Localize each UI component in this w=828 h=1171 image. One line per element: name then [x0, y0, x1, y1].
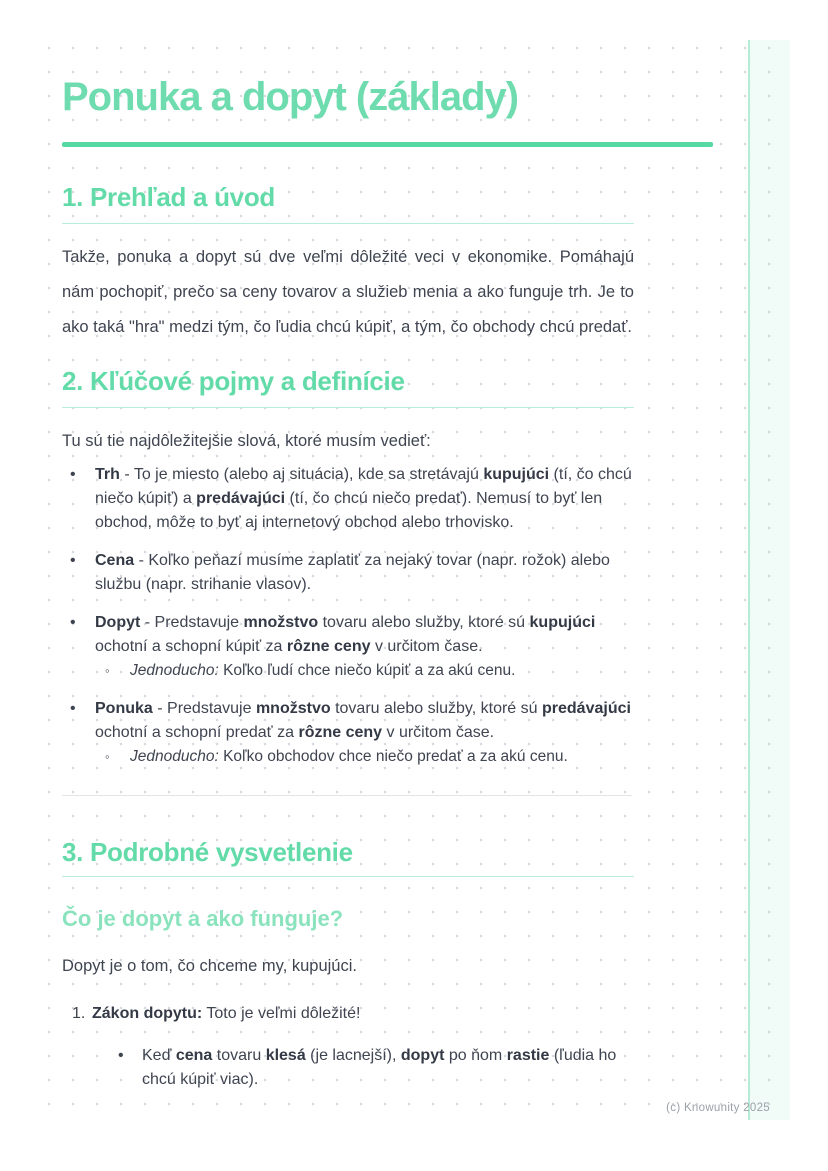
section1-paragraph: Takže, ponuka a dopyt sú dve veľmi dôležité veci v ekonomike. Pomáhajú nám pochopiť, prečo sa ceny tovarov a služieb menia a ako funguje trh. Je to ako taká "hra" medzi tým, čo ľudia chcú kúpiť, a tým, čo obchody chcú predať.	[62, 248, 634, 336]
list-item-ponuka	[62, 697, 634, 745]
list-item-text: Trh - To je miesto (alebo aj situácia), kde sa stretávajú kupujúci (tí, čo chcú niečo kúpiť) a predávajúci (tí, čo chcú niečo predať). Nemusí to byť len obchod, môže to byť aj internetový obchod alebo trhovisko.	[95, 466, 632, 531]
bullet-icon: •	[70, 700, 76, 717]
list-item-trh	[62, 463, 634, 535]
list-subitem-text: Jednoducho: Koľko ľudí chce niečo kúpiť a za akú cenu.	[130, 662, 516, 679]
section3-heading: 3. Podrobné vysvetlenie	[62, 836, 634, 877]
list-item-text: Cena - Koľko peňazí musíme zaplatiť za nejaký tovar (napr. rožok) alebo službu (napr. strihanie vlasov).	[95, 552, 610, 593]
section1-heading: 1. Prehľad a úvod	[62, 181, 634, 224]
bullet-icon: •	[118, 1047, 124, 1064]
nested-item-text: Keď cena tovaru klesá (je lacnejší), dopyt po ňom rastie (ľudia ho chcú kúpiť viac).	[142, 1047, 617, 1088]
section-divider	[62, 795, 632, 796]
nested-item-cena-klesa	[62, 1044, 634, 1092]
right-margin-band	[748, 40, 790, 1120]
bullet-icon: •	[70, 614, 76, 631]
list-item-dopyt	[62, 611, 634, 659]
copyright-footer: (c) Knowunity 2025	[666, 1102, 770, 1114]
list-number: 1.	[72, 1005, 86, 1022]
bullet-icon: •	[70, 552, 76, 569]
section3-paragraph: Dopyt je o tom, čo chceme my, kupujúci.	[62, 957, 357, 975]
circle-bullet-icon: ◦	[105, 749, 110, 764]
section2-intro: Tu sú tie najdôležitejšie slová, ktoré musím vedieť:	[62, 432, 431, 450]
page-title: Ponuka a dopyt (základy)	[62, 75, 519, 119]
list-item-text: Ponuka - Predstavuje množstvo tovaru alebo služby, ktoré sú predávajúci ochotní a schopní predať za rôzne ceny v určitom čase.	[95, 700, 631, 741]
circle-bullet-icon: ◦	[105, 663, 110, 678]
list-subitem-ponuka-jednoducho	[62, 745, 634, 769]
notebook-page	[44, 40, 790, 1120]
title-underline	[62, 142, 713, 147]
bullet-icon: •	[70, 466, 76, 483]
ordered-item-text: Zákon dopytu: Toto je veľmi dôležité!	[92, 1005, 361, 1022]
ordered-item-zakon-dopytu	[62, 1002, 634, 1026]
section2-heading: 2. Kľúčové pojmy a definície	[62, 365, 634, 408]
section3-subheading: Čo je dopyt a ako funguje?	[62, 906, 344, 931]
document-content	[62, 40, 634, 1092]
list-item-text: Dopyt - Predstavuje množstvo tovaru alebo služby, ktoré sú kupujúci ochotní a schopní kúpiť za rôzne ceny v určitom čase.	[95, 614, 596, 655]
definitions-list	[62, 463, 634, 769]
list-subitem-text: Jednoducho: Koľko obchodov chce niečo predať a za akú cenu.	[130, 748, 568, 765]
list-subitem-dopyt-jednoducho	[62, 659, 634, 683]
list-item-cena	[62, 549, 634, 597]
